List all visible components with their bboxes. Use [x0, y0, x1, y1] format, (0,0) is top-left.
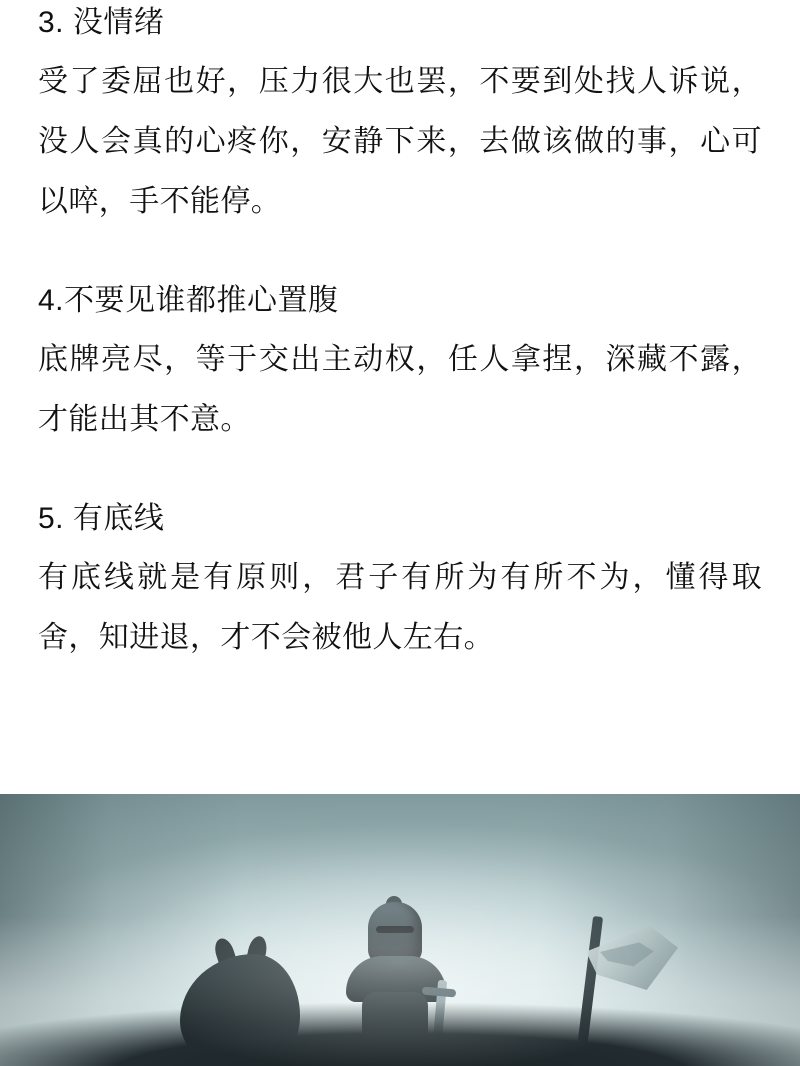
section-5: [38, 496, 762, 668]
section-4-body: 底牌亮尽，等于交出主动权，任人拿捏，深藏不露，才能出其不意。: [38, 343, 762, 436]
section-4-heading: 4.不要见谁都推心置腹: [38, 284, 339, 317]
section-3-body: 受了委屈也好，压力很大也罢，不要到处找人诉说，没人会真的心疼你，安静下来，去做该做的事，心可以啐，手不能停。: [38, 65, 762, 218]
section-5-body: 有底线就是有原则，君子有所为有所不为，懂得取舍，知进退，才不会被他人左右。: [38, 561, 762, 654]
helmet-visor: [376, 926, 414, 933]
section-5-heading: 5. 有底线: [38, 502, 165, 535]
helmet: [368, 902, 422, 964]
section-4: [38, 278, 762, 450]
section-3-heading: 3. 没情绪: [38, 6, 165, 39]
ground-silhouette: [0, 994, 800, 1066]
section-3: [38, 0, 762, 232]
knight-illustration: [0, 794, 800, 1066]
